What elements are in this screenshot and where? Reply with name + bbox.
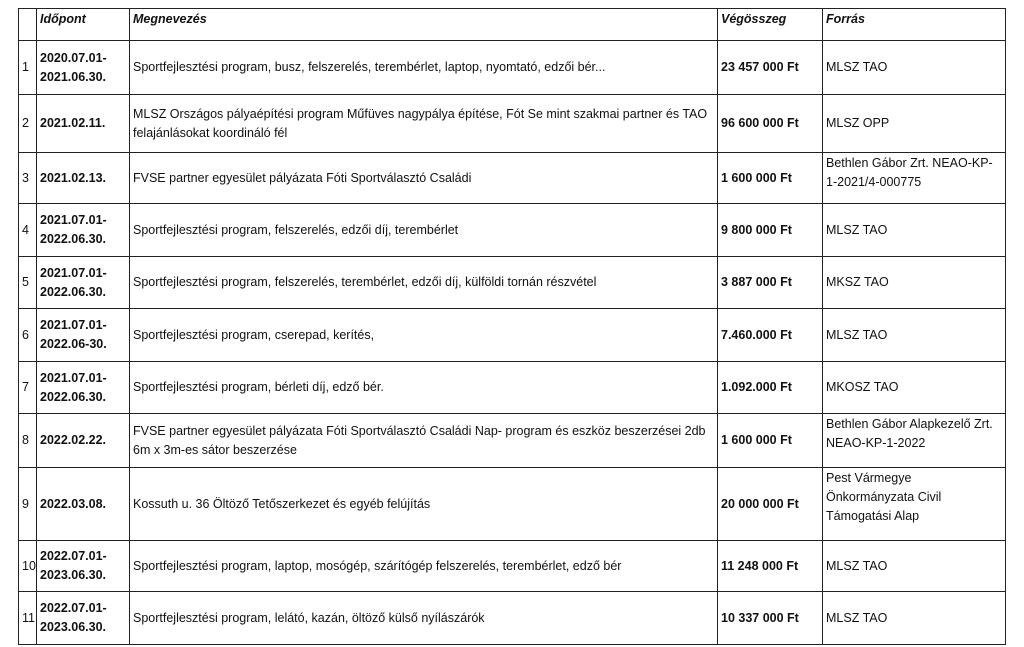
row-date <box>37 362 130 414</box>
table-row <box>19 414 1006 468</box>
row-date-line: 2022.07.01- <box>40 549 107 563</box>
table-row <box>19 362 1006 414</box>
row-date-line: 2021.07.01- <box>40 318 107 332</box>
row-number: 5 <box>19 257 37 309</box>
row-date <box>37 95 130 153</box>
row-date-line: 2021.07.01- <box>40 265 107 280</box>
row-date-line: 2021.07.01- <box>40 370 107 385</box>
row-number: 10 <box>19 541 37 592</box>
row-description: Sportfejlesztési program, felszerelés, terembérlet, edzői díj, külföldi tornán részvétel <box>130 257 718 309</box>
table-row <box>19 468 1006 541</box>
row-amount: 9 800 000 Ft <box>718 204 823 257</box>
row-amount: 1 600 000 Ft <box>718 153 823 204</box>
row-date-line: 2022.02.22. <box>40 433 107 447</box>
row-description: FVSE partner egyesület pályázata Fóti Sportválasztó Családi <box>130 153 718 204</box>
table-row <box>19 153 1006 204</box>
row-amount: 23 457 000 Ft <box>718 41 823 95</box>
row-date-line: 2022.06-30. <box>40 337 107 351</box>
row-date <box>37 414 130 468</box>
row-source: MLSZ TAO <box>823 309 1006 362</box>
row-date <box>37 153 130 204</box>
row-date <box>37 257 130 309</box>
row-date-line: 2022.07.01- <box>40 601 107 615</box>
table-row <box>19 541 1006 592</box>
row-source: MKOSZ TAO <box>823 362 1006 414</box>
header-source: Forrás <box>823 9 1006 41</box>
row-number: 8 <box>19 414 37 468</box>
row-source: Pest Vármegye Önkormányzata Civil Támogatási Alap <box>823 468 1006 541</box>
header-amount: Végösszeg <box>718 9 823 41</box>
row-date-line: 2021.02.11. <box>40 116 106 130</box>
header-date: Időpont <box>37 9 130 41</box>
row-amount: 3 887 000 Ft <box>718 257 823 309</box>
row-amount: 11 248 000 Ft <box>718 541 823 592</box>
row-description: Sportfejlesztési program, cserepad, kerítés, <box>130 309 718 362</box>
header-num <box>19 9 37 41</box>
row-number: 3 <box>19 153 37 204</box>
row-amount: 1.092.000 Ft <box>718 362 823 414</box>
row-date <box>37 468 130 541</box>
row-source: MLSZ TAO <box>823 41 1006 95</box>
row-number: 4 <box>19 204 37 257</box>
row-amount: 20 000 000 Ft <box>718 468 823 541</box>
row-date-line: 2021.07.01- <box>40 213 107 227</box>
row-date-line: 2021.02.13. <box>40 170 107 185</box>
row-description: Sportfejlesztési program, busz, felszerelés, terembérlet, laptop, nyomtató, edzői bér... <box>130 41 718 95</box>
row-amount: 10 337 000 Ft <box>718 592 823 645</box>
table-row <box>19 204 1006 257</box>
row-date <box>37 309 130 362</box>
row-description: MLSZ Országos pályaépítési program Műfüves nagypálya építése, Fót Se mint szakmai partner és TAO felajánlásokat koordináló fél <box>130 95 718 153</box>
row-description: Sportfejlesztési program, bérleti díj, edző bér. <box>130 362 718 414</box>
row-date <box>37 204 130 257</box>
row-number: 9 <box>19 468 37 541</box>
row-date-line: 2023.06.30. <box>40 620 107 634</box>
row-amount: 7.460.000 Ft <box>718 309 823 362</box>
row-amount: 96 600 000 Ft <box>718 95 823 153</box>
row-description: Sportfejlesztési program, laptop, mosógép, szárítógép felszerelés, terembérlet, edző bér <box>130 541 718 592</box>
row-date-line: 2021.06.30. <box>40 69 107 84</box>
row-number: 6 <box>19 309 37 362</box>
row-description: Sportfejlesztési program, felszerelés, edzői díj, terembérlet <box>130 204 718 257</box>
row-source: MKSZ TAO <box>823 257 1006 309</box>
row-date <box>37 592 130 645</box>
row-date <box>37 41 130 95</box>
funding-table <box>18 8 1006 645</box>
row-source: Bethlen Gábor Zrt. NEAO-KP-1-2021/4-000775 <box>823 153 1006 204</box>
row-date-line: 2020.07.01- <box>40 50 107 65</box>
table-row <box>19 95 1006 153</box>
header-description: Megnevezés <box>130 9 718 41</box>
header-row <box>19 9 1006 41</box>
row-date-line: 2022.03.08. <box>40 496 107 511</box>
row-description: Sportfejlesztési program, lelátó, kazán, öltöző külső nyílászárók <box>130 592 718 645</box>
row-amount: 1 600 000 Ft <box>718 414 823 468</box>
row-source: MLSZ OPP <box>823 95 1006 153</box>
row-date-line: 2022.06.30. <box>40 389 107 404</box>
row-source: Bethlen Gábor Alapkezelő Zrt. NEAO-KP-1-2022 <box>823 414 1006 468</box>
row-date-line: 2022.06.30. <box>40 232 107 246</box>
table-row <box>19 309 1006 362</box>
row-description: FVSE partner egyesület pályázata Fóti Sportválasztó Családi Nap- program és eszköz beszerzései 2db 6m x 3m-es sátor beszerzése <box>130 414 718 468</box>
row-number: 1 <box>19 41 37 95</box>
table-row <box>19 257 1006 309</box>
row-number: 2 <box>19 95 37 153</box>
row-date-line: 2022.06.30. <box>40 284 107 299</box>
table-row <box>19 592 1006 645</box>
row-source: MLSZ TAO <box>823 592 1006 645</box>
table-row <box>19 41 1006 95</box>
row-date-line: 2023.06.30. <box>40 568 107 582</box>
row-number: 7 <box>19 362 37 414</box>
row-source: MLSZ TAO <box>823 204 1006 257</box>
row-number: 11 <box>19 592 37 645</box>
row-source: MLSZ TAO <box>823 541 1006 592</box>
row-description: Kossuth u. 36 Öltöző Tetőszerkezet és egyéb felújítás <box>130 468 718 541</box>
table-body <box>19 41 1006 645</box>
row-date <box>37 541 130 592</box>
